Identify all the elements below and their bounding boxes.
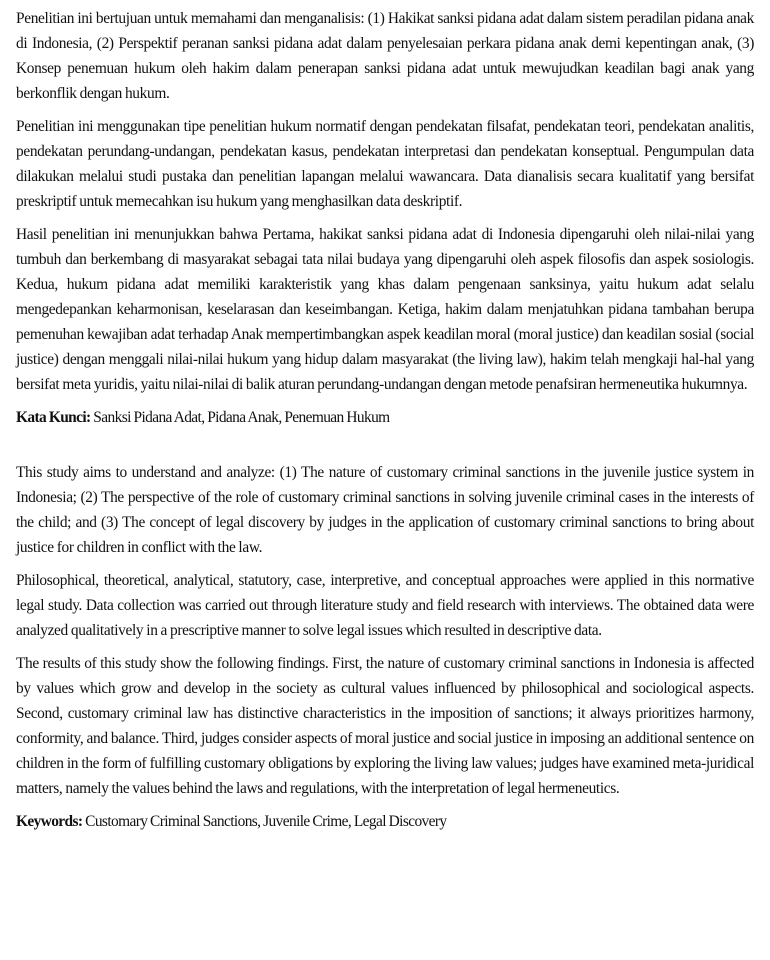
abstract-page	[16, 6, 754, 834]
keywords-label: Kata Kunci:	[16, 409, 91, 426]
abstract-id-paragraph-1: Penelitian ini bertujuan untuk memahami dan menganalisis: (1) Hakikat sanksi pidana adat dalam sistem peradilan pidana anak di Indonesia, (2) Perspektif peranan sanksi pidana adat dalam penyelesaian perkara pidana anak demi kepentingan anak, (3) Konsep penemuan hukum oleh hakim dalam penerapan sanksi pidana adat untuk mewujudkan keadilan bagi anak yang berkonflik dengan hukum.	[16, 10, 754, 102]
keywords-label: Keywords:	[16, 813, 83, 830]
abstract-english	[16, 460, 754, 834]
abstract-indonesian	[16, 6, 754, 430]
keywords-list: Customary Criminal Sanctions, Juvenile Crime, Legal Discovery	[82, 813, 447, 830]
abstract-en-paragraph-3: The results of this study show the following findings. First, the nature of customary criminal sanctions in Indonesia is affected by values which grow and develop in the society as cultural values influenced by philosophical and sociological aspects. Second, customary criminal law has distinctive characteristics in the imposition of sanctions; it always prioritizes harmony, conformity, and balance. Third, judges consider aspects of moral justice and social justice in imposing an additional sentence on children in the form of fulfilling customary obligations by exploring the living law values; judges have examined meta-juridical matters, namely the values behind the laws and regulations, with the interpretation of legal hermeneutics.	[16, 655, 754, 797]
keywords-list: Sanksi Pidana Adat, Pidana Anak, Penemuan Hukum	[90, 409, 390, 426]
abstract-en-keywords	[16, 809, 754, 834]
abstract-id-keywords	[16, 405, 754, 430]
abstract-en-paragraph-1: This study aims to understand and analyze: (1) The nature of customary criminal sanctions in the juvenile justice system in Indonesia; (2) The perspective of the role of customary criminal sanctions in solving juvenile criminal cases in the interests of the child; and (3) The concept of legal discovery by judges in the application of customary criminal sanctions to bring about justice for children in conflict with the law.	[16, 464, 754, 556]
abstract-en-paragraph-2: Philosophical, theoretical, analytical, statutory, case, interpretive, and conceptual approaches were applied in this normative legal study. Data collection was carried out through literature study and field research with interviews. The obtained data were analyzed qualitatively in a prescriptive manner to solve legal issues which resulted in descriptive data.	[16, 572, 754, 639]
abstract-id-paragraph-3: Hasil penelitian ini menunjukkan bahwa Pertama, hakikat sanksi pidana adat di Indonesia dipengaruhi oleh nilai-nilai yang tumbuh dan berkembang di masyarakat sebagai tata nilai budaya yang dipengaruhi oleh aspek filosofis dan aspek sosiologis. Kedua, hukum pidana adat memiliki karakteristik yang khas dalam pengenaan sanksinya, yaitu hukum adat selalu mengedepankan keharmonisan, keselarasan dan keseimbangan. Ketiga, hakim dalam menjatuhkan pidana tambahan berupa pemenuhan kewajiban adat terhadap Anak mempertimbangkan aspek keadilan moral (moral justice) dan keadilan sosial (social justice) dengan menggali nilai-nilai hukum yang hidup dalam masyarakat (the living law), hakim telah mengkaji hal-hal yang bersifat meta yuridis, yaitu nilai-nilai di balik aturan perundang-undangan dengan metode penafsiran hermeneutika hukumnya.	[16, 226, 754, 393]
abstract-id-paragraph-2: Penelitian ini menggunakan tipe penelitian hukum normatif dengan pendekatan filsafat, pendekatan teori, pendekatan analitis, pendekatan perundang-undangan, pendekatan kasus, pendekatan interpretasi dan pendekatan konseptual. Pengumpulan data dilakukan melalui studi pustaka dan penelitian lapangan melalui wawancara. Data dianalisis secara kualitatif yang bersifat preskriptif untuk memecahkan isu hukum yang menghasilkan data deskriptif.	[16, 118, 754, 210]
